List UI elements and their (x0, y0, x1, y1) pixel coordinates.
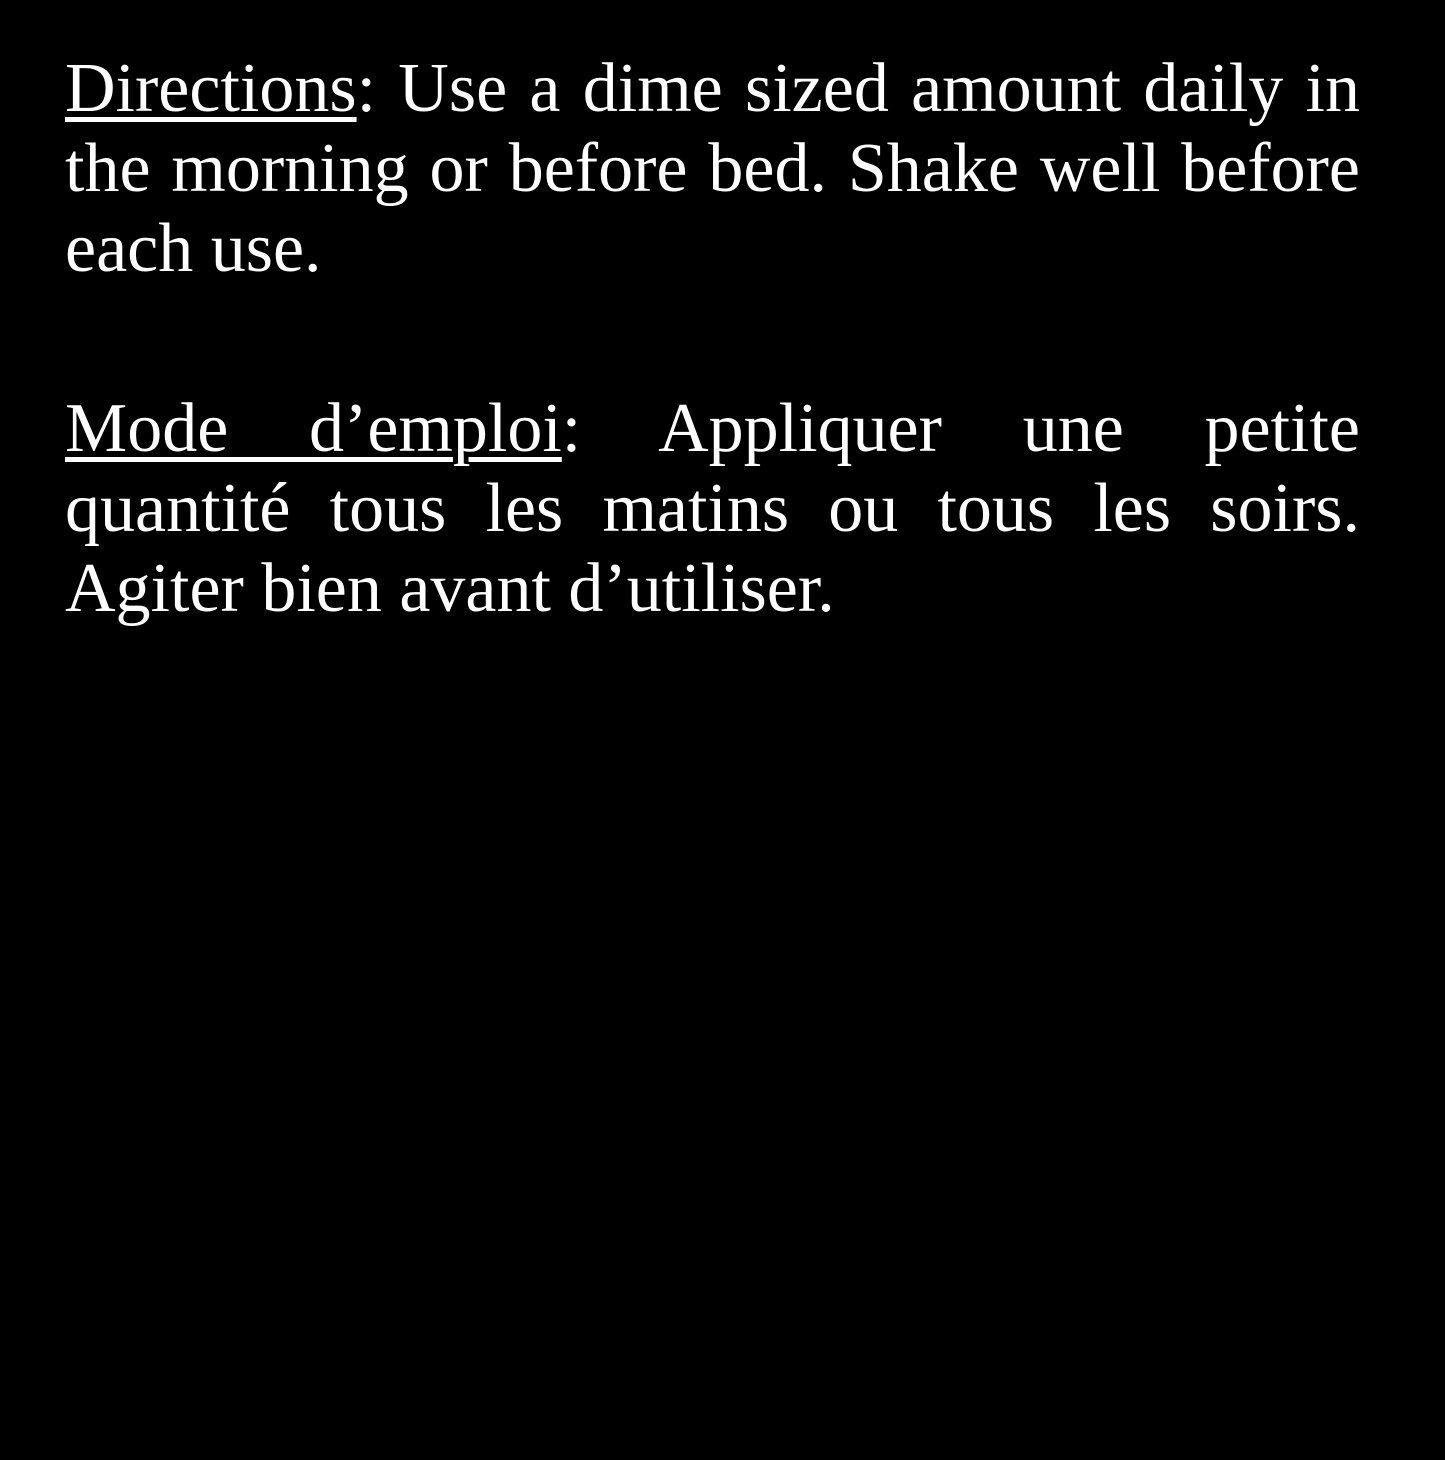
directions-english-line-1 (65, 49, 1360, 129)
directions-english-line-2: the morning or before bed. Shake well before (65, 130, 1360, 207)
directions-english-line-3: each use. (65, 210, 322, 287)
directions-french-paragraph (65, 389, 1360, 629)
directions-french-line-1-text: : Appliquer une petite (561, 390, 1360, 467)
directions-french-line-1 (65, 389, 1360, 469)
directions-french-line-3: Agiter bien avant d’utiliser. (65, 550, 835, 627)
directions-french-heading: Mode d’emploi (65, 390, 562, 467)
directions-english-heading: Directions (65, 50, 357, 127)
directions-english-line-1-text: : Use a dime sized amount daily in (356, 50, 1360, 127)
directions-french-line-2: quantité tous les matins ou tous les soirs. (65, 470, 1360, 547)
directions-english-paragraph (65, 49, 1360, 289)
